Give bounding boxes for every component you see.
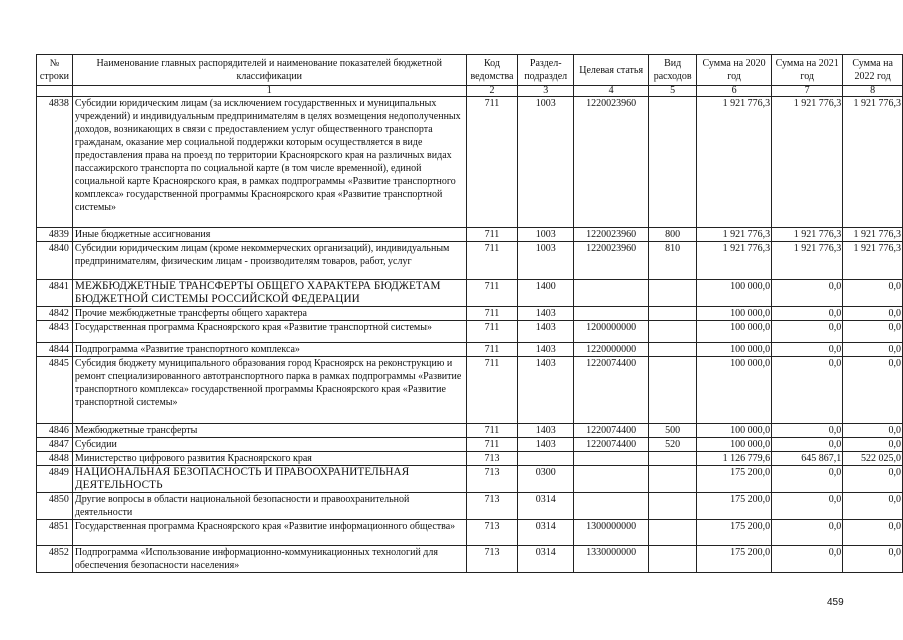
- row-expense-type: [649, 343, 697, 357]
- row-sum-2021: 645 867,1: [772, 452, 843, 466]
- row-target: 1220074400: [574, 424, 649, 438]
- row-name: Подпрограмма «Развитие транспортного комплекса»: [72, 343, 466, 357]
- page-number: 459: [827, 597, 844, 608]
- row-sum-2021: 1 921 776,3: [772, 97, 843, 228]
- row-expense-type: 810: [649, 242, 697, 280]
- table-row: [37, 546, 903, 573]
- row-sum-2020: 1 921 776,3: [697, 97, 772, 228]
- row-sum-2021: 0,0: [772, 493, 843, 520]
- row-number: 4838: [37, 97, 73, 228]
- row-dept-code: 713: [466, 452, 518, 466]
- row-number: 4841: [37, 280, 73, 307]
- row-number: 4839: [37, 228, 73, 242]
- row-target: 1220000000: [574, 343, 649, 357]
- row-section: 0314: [518, 520, 574, 546]
- row-sum-2022: 1 921 776,3: [843, 97, 903, 228]
- header-sum-2022: Сумма на 2022 год: [843, 55, 903, 86]
- row-dept-code: 713: [466, 520, 518, 546]
- table-row: [37, 424, 903, 438]
- row-sum-2020: 100 000,0: [697, 424, 772, 438]
- table-row: [37, 466, 903, 493]
- row-sum-2022: 0,0: [843, 321, 903, 343]
- row-dept-code: 711: [466, 438, 518, 452]
- table-row: [37, 452, 903, 466]
- row-name: Государственная программа Красноярского края «Развитие транспортной системы»: [72, 321, 466, 343]
- row-target: 1330000000: [574, 546, 649, 573]
- row-section: 1403: [518, 438, 574, 452]
- header-target: Целевая статья: [574, 55, 649, 86]
- table-row: [37, 520, 903, 546]
- row-sum-2021: 0,0: [772, 466, 843, 493]
- row-section: 1403: [518, 357, 574, 424]
- row-section: 1403: [518, 343, 574, 357]
- row-expense-type: [649, 280, 697, 307]
- row-target: [574, 280, 649, 307]
- row-sum-2022: 0,0: [843, 466, 903, 493]
- row-sum-2020: 100 000,0: [697, 321, 772, 343]
- row-section: 1400: [518, 280, 574, 307]
- row-target: 1300000000: [574, 520, 649, 546]
- row-name: Иные бюджетные ассигнования: [72, 228, 466, 242]
- row-dept-code: 711: [466, 280, 518, 307]
- row-expense-type: [649, 307, 697, 321]
- row-expense-type: [649, 321, 697, 343]
- row-target: 1220074400: [574, 438, 649, 452]
- row-section: 1003: [518, 242, 574, 280]
- row-expense-type: 800: [649, 228, 697, 242]
- column-index: 4: [574, 86, 649, 97]
- row-number: 4850: [37, 493, 73, 520]
- row-expense-type: 520: [649, 438, 697, 452]
- row-number: 4847: [37, 438, 73, 452]
- row-dept-code: 711: [466, 242, 518, 280]
- row-sum-2021: 0,0: [772, 438, 843, 452]
- row-dept-code: 711: [466, 97, 518, 228]
- row-expense-type: [649, 97, 697, 228]
- header-expense-type: Вид расходов: [649, 55, 697, 86]
- row-sum-2021: 0,0: [772, 546, 843, 573]
- header-sum-2020: Сумма на 2020 год: [697, 55, 772, 86]
- budget-table: [36, 54, 903, 573]
- row-name: Субсидия бюджету муниципального образования город Красноярск на реконструкцию и ремонт специализированного автотранспортного парка в рамках подпрограммы «Развитие транспортного комплекса» государственной программы Красноярского края «Развитие транспортной системы»: [72, 357, 466, 424]
- row-sum-2022: 0,0: [843, 343, 903, 357]
- row-number: 4851: [37, 520, 73, 546]
- column-index: 8: [843, 86, 903, 97]
- column-index: 7: [772, 86, 843, 97]
- table-row: [37, 280, 903, 307]
- row-target: 1220023960: [574, 97, 649, 228]
- row-number: 4846: [37, 424, 73, 438]
- row-sum-2022: 0,0: [843, 520, 903, 546]
- row-target: 1220023960: [574, 228, 649, 242]
- table-row: [37, 438, 903, 452]
- row-sum-2021: 1 921 776,3: [772, 242, 843, 280]
- row-sum-2020: 1 126 779,6: [697, 452, 772, 466]
- header-section: Раздел- подраздел: [518, 55, 574, 86]
- row-dept-code: 711: [466, 321, 518, 343]
- row-section: 1403: [518, 307, 574, 321]
- row-target: 1200000000: [574, 321, 649, 343]
- column-index: [37, 86, 73, 97]
- row-section: 1003: [518, 97, 574, 228]
- row-target: [574, 493, 649, 520]
- row-sum-2022: 0,0: [843, 493, 903, 520]
- row-number: 4844: [37, 343, 73, 357]
- table-row: [37, 343, 903, 357]
- row-sum-2022: 0,0: [843, 424, 903, 438]
- row-section: [518, 452, 574, 466]
- row-name: Субсидии юридическим лицам (за исключением государственных и муниципальных учреждений) и индивидуальным предпринимателям в целях возмещения недополученных доходов, возникающих в связи с предоставлением услуг общественного транспорта гражданам, оказание мер социальной поддержки которым осуществляется в виде предоставления права на проезд по территории Красноярского края на различных видах пассажирского транспорта по социальной карте (в том числе временной), единой социальной карте Красноярского края, в рамках подпрограммы «Развитие транспортного комплекса» государственной программы Красноярского края «Развитие транспортной системы»: [72, 97, 466, 228]
- row-sum-2020: 100 000,0: [697, 357, 772, 424]
- row-sum-2022: 1 921 776,3: [843, 242, 903, 280]
- row-name: НАЦИОНАЛЬНАЯ БЕЗОПАСНОСТЬ И ПРАВООХРАНИТЕЛЬНАЯ ДЕЯТЕЛЬНОСТЬ: [72, 466, 466, 493]
- row-expense-type: [649, 520, 697, 546]
- row-expense-type: [649, 466, 697, 493]
- row-dept-code: 713: [466, 493, 518, 520]
- row-sum-2020: 100 000,0: [697, 438, 772, 452]
- row-target: 1220023960: [574, 242, 649, 280]
- row-sum-2021: 0,0: [772, 307, 843, 321]
- row-sum-2020: 1 921 776,3: [697, 242, 772, 280]
- row-name: Прочие межбюджетные трансферты общего характера: [72, 307, 466, 321]
- row-name: МЕЖБЮДЖЕТНЫЕ ТРАНСФЕРТЫ ОБЩЕГО ХАРАКТЕРА БЮДЖЕТАМ БЮДЖЕТНОЙ СИСТЕМЫ РОССИЙСКОЙ ФЕДЕРАЦИИ: [72, 280, 466, 307]
- row-sum-2022: 0,0: [843, 280, 903, 307]
- header-row: [37, 55, 903, 86]
- row-sum-2022: 522 025,0: [843, 452, 903, 466]
- row-number: 4842: [37, 307, 73, 321]
- row-sum-2022: 1 921 776,3: [843, 228, 903, 242]
- row-sum-2020: 175 200,0: [697, 546, 772, 573]
- row-number: 4845: [37, 357, 73, 424]
- row-sum-2021: 1 921 776,3: [772, 228, 843, 242]
- column-index: 6: [697, 86, 772, 97]
- row-name: Субсидии юридическим лицам (кроме некоммерческих организаций), индивидуальным предпринимателям, физическим лицам - производителям товаров, работ, услуг: [72, 242, 466, 280]
- row-sum-2020: 100 000,0: [697, 307, 772, 321]
- table-row: [37, 357, 903, 424]
- row-sum-2022: 0,0: [843, 438, 903, 452]
- row-sum-2021: 0,0: [772, 321, 843, 343]
- header-dept-code: Код ведомства: [466, 55, 518, 86]
- row-target: [574, 466, 649, 493]
- row-expense-type: 500: [649, 424, 697, 438]
- row-section: 0300: [518, 466, 574, 493]
- row-number: 4848: [37, 452, 73, 466]
- row-number: 4843: [37, 321, 73, 343]
- row-dept-code: 711: [466, 343, 518, 357]
- row-name: Межбюджетные трансферты: [72, 424, 466, 438]
- row-sum-2021: 0,0: [772, 280, 843, 307]
- row-expense-type: [649, 357, 697, 424]
- row-expense-type: [649, 452, 697, 466]
- row-target: [574, 452, 649, 466]
- header-sum-2021: Сумма на 2021 год: [772, 55, 843, 86]
- row-name: Министерство цифрового развития Красноярского края: [72, 452, 466, 466]
- row-dept-code: 713: [466, 546, 518, 573]
- column-index: 5: [649, 86, 697, 97]
- row-sum-2022: 0,0: [843, 357, 903, 424]
- row-dept-code: 711: [466, 307, 518, 321]
- row-number: 4852: [37, 546, 73, 573]
- row-sum-2020: 100 000,0: [697, 280, 772, 307]
- column-index: 1: [72, 86, 466, 97]
- row-sum-2021: 0,0: [772, 424, 843, 438]
- table-row: [37, 307, 903, 321]
- row-sum-2020: 175 200,0: [697, 493, 772, 520]
- column-index: 2: [466, 86, 518, 97]
- column-index-row: [37, 86, 903, 97]
- row-dept-code: 711: [466, 357, 518, 424]
- row-target: [574, 307, 649, 321]
- row-name: Субсидии: [72, 438, 466, 452]
- row-number: 4849: [37, 466, 73, 493]
- column-index: 3: [518, 86, 574, 97]
- row-section: 0314: [518, 546, 574, 573]
- row-dept-code: 711: [466, 424, 518, 438]
- row-name: Другие вопросы в области национальной безопасности и правоохранительной деятельности: [72, 493, 466, 520]
- row-sum-2020: 1 921 776,3: [697, 228, 772, 242]
- row-expense-type: [649, 493, 697, 520]
- row-name: Подпрограмма «Использование информационно-коммуникационных технологий для обеспечения безопасности населения»: [72, 546, 466, 573]
- table-body: [37, 97, 903, 573]
- row-sum-2021: 0,0: [772, 357, 843, 424]
- row-sum-2020: 175 200,0: [697, 466, 772, 493]
- row-target: 1220074400: [574, 357, 649, 424]
- table-row: [37, 321, 903, 343]
- row-sum-2021: 0,0: [772, 343, 843, 357]
- header-name: Наименование главных распорядителей и наименование показателей бюджетной классификации: [72, 55, 466, 86]
- row-sum-2020: 175 200,0: [697, 520, 772, 546]
- row-section: 1003: [518, 228, 574, 242]
- table-row: [37, 228, 903, 242]
- row-expense-type: [649, 546, 697, 573]
- row-dept-code: 713: [466, 466, 518, 493]
- table-row: [37, 97, 903, 228]
- row-sum-2022: 0,0: [843, 546, 903, 573]
- row-section: 0314: [518, 493, 574, 520]
- row-sum-2021: 0,0: [772, 520, 843, 546]
- table-row: [37, 493, 903, 520]
- table-row: [37, 242, 903, 280]
- row-sum-2020: 100 000,0: [697, 343, 772, 357]
- row-dept-code: 711: [466, 228, 518, 242]
- row-section: 1403: [518, 424, 574, 438]
- header-row-no: № строки: [37, 55, 73, 86]
- row-sum-2022: 0,0: [843, 307, 903, 321]
- row-number: 4840: [37, 242, 73, 280]
- row-name: Государственная программа Красноярского края «Развитие информационного общества»: [72, 520, 466, 546]
- row-section: 1403: [518, 321, 574, 343]
